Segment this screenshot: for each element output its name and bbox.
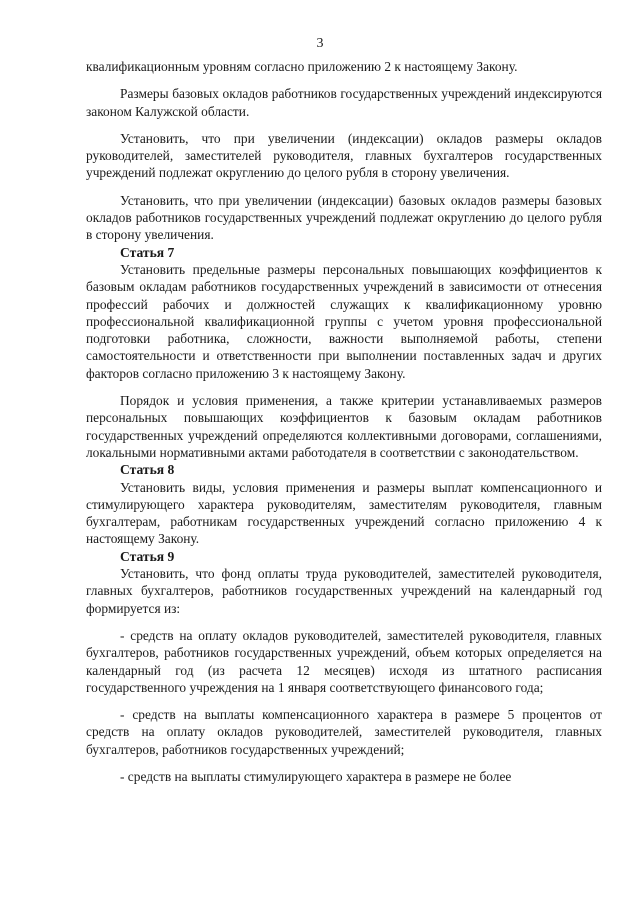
- article-9-heading: Статья 9: [120, 548, 175, 564]
- document-body: [86, 58, 602, 785]
- article-8-paragraph: Установить виды, условия применения и размеры выплат компенсационного и стимулирующего характера руководителям, заместителям руководителя, главным бухгалтерам, работникам государственных учреждений согласно приложению 4 к настоящему Закону.: [86, 479, 602, 547]
- article-9-list-item: - средств на оплату окладов руководителей, заместителей руководителя, главных бухгалтеров, работников государственных учреждений, объем которых определяется на календарный год (из расчета 12 месяцев) исходя из штатного расписания государственного учреждения на 1 января соответствующего финансового года;: [86, 627, 602, 695]
- article-7-heading: Статья 7: [120, 244, 175, 260]
- paragraph-continuation: квалификационным уровням согласно приложению 2 к настоящему Закону.: [86, 59, 518, 74]
- article-9-list-item: - средств на выплаты стимулирующего характера в размере не более: [120, 768, 512, 784]
- page-number: 3: [316, 36, 324, 51]
- paragraph: Установить, что при увеличении (индексации) окладов размеры окладов руководителей, заместителей руководителя, главных бухгалтеров государственных учреждений подлежат округлению до целого рубля в сторону увеличения.: [86, 130, 602, 181]
- paragraph: Установить, что при увеличении (индексации) базовых окладов размеры базовых окладов работников государственных учреждений подлежат округлению до целого рубля в сторону увеличения.: [86, 192, 602, 243]
- article-9-list-item: - средств на выплаты компенсационного характера в размере 5 процентов от средств на оплату окладов руководителей, заместителей руководителя, главных бухгалтеров, работников государственных учреждений;: [86, 707, 602, 757]
- paragraph: Размеры базовых окладов работников государственных учреждений индексируются законом Калужской области.: [86, 86, 602, 119]
- article-8-heading: Статья 8: [120, 462, 175, 478]
- article-9-paragraph: Установить, что фонд оплаты труда руководителей, заместителей руководителя, главных бухгалтеров, работников государственных учреждений на календарный год формируется из:: [86, 566, 602, 616]
- article-7-paragraph: Порядок и условия применения, а также критерии устанавливаемых размеров персональных повышающих коэффициентов к базовым окладам работников государственных учреждений определяются коллективными договорами, соглашениями, локальными нормативными актами работодателя в соответствии с законодательством.: [86, 393, 602, 460]
- article-7-paragraph: Установить предельные размеры персональных повышающих коэффициентов к базовым окладам работников государственных учреждений в зависимости от отнесения профессий рабочих и должностей служащих к квалификационному уровню профессиональной квалификационной группы с учетом уровня профессиональной подготовки работника, сложности, важности выполняемой работы, степени самостоятельности и ответственности при выполнении поставленных задач и других факторов согласно приложению 3 к настоящему Закону.: [86, 261, 602, 381]
